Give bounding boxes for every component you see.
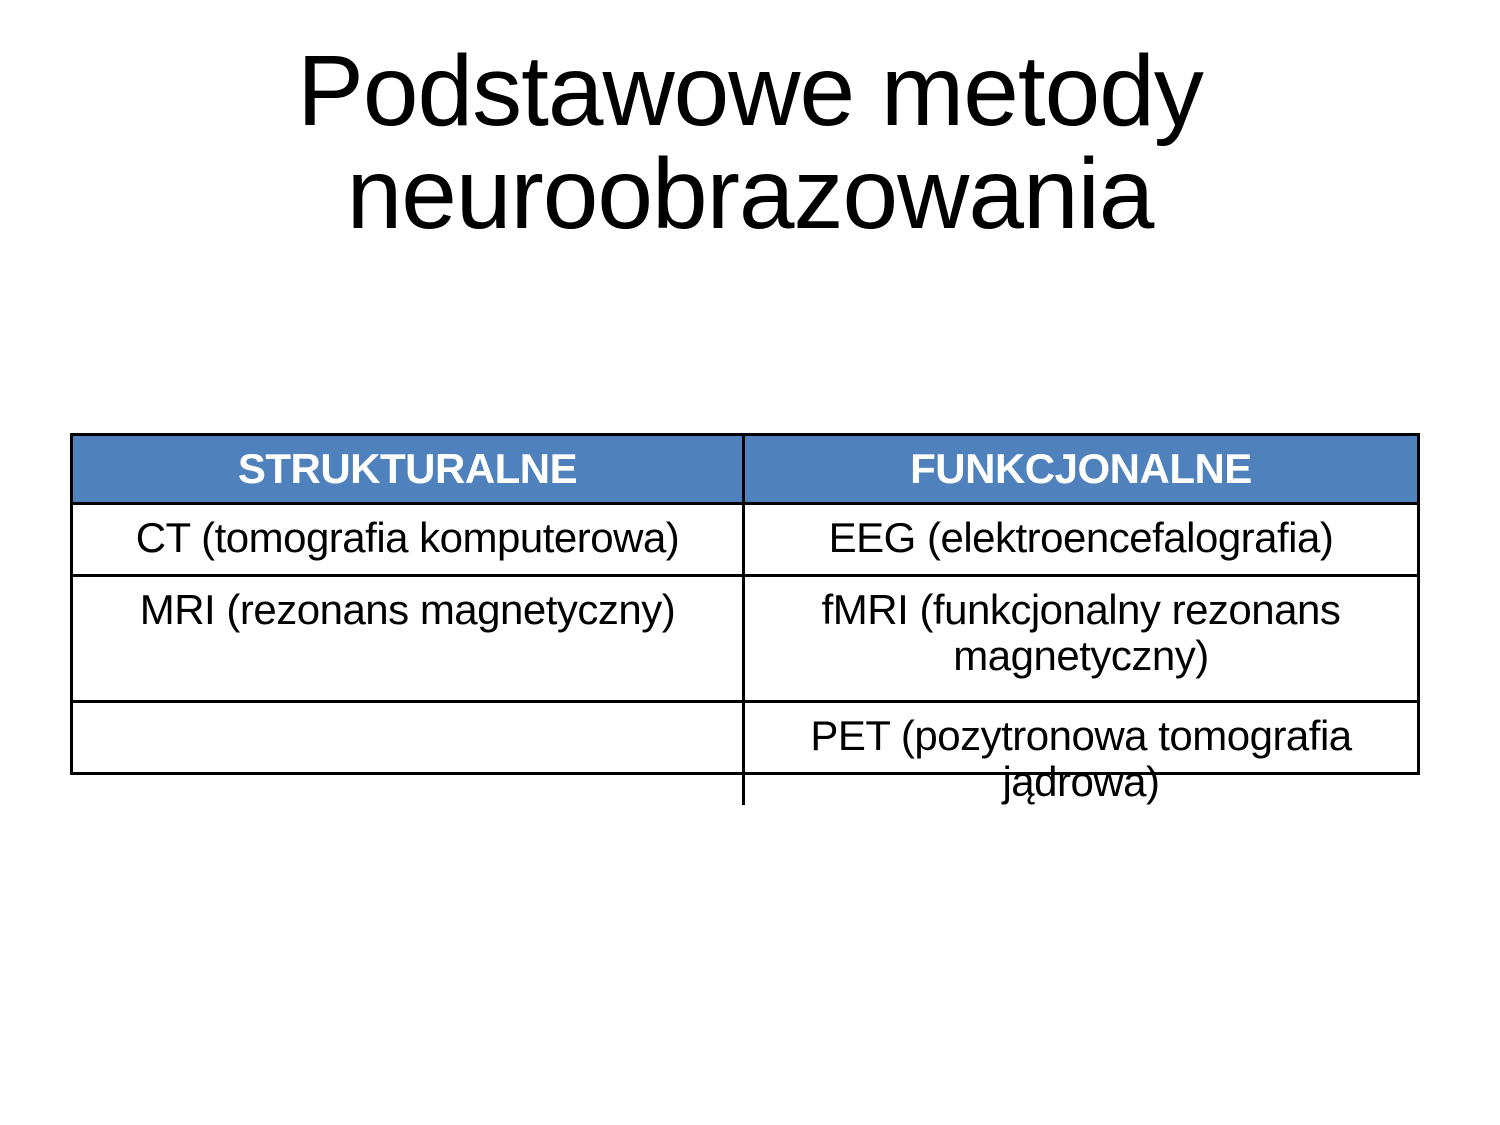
- cell-pet: PET (pozytronowa tomografia jądrowa): [810, 712, 1352, 805]
- cell-empty: [73, 703, 745, 805]
- header-cell-structural: STRUKTURALNE: [73, 436, 745, 502]
- table-row: [73, 577, 1417, 703]
- table-row: [73, 703, 1417, 805]
- table-row: [73, 505, 1417, 577]
- neuroimaging-methods-table: [70, 433, 1420, 805]
- cell-eeg: EEG (elektroencefalografia): [828, 514, 1334, 561]
- cell-ct: CT (tomografia komputerowa): [73, 505, 745, 574]
- slide-title: Podstawowe metody neuroobrazowania: [297, 35, 1203, 250]
- cell-mri: MRI (rezonans magnetyczny): [73, 577, 745, 700]
- table-header-row: [73, 436, 1417, 505]
- cell-fmri: fMRI (funkcjonalny rezonans magnetyczny): [821, 586, 1341, 679]
- header-cell-functional: FUNKCJONALNE: [745, 436, 1417, 502]
